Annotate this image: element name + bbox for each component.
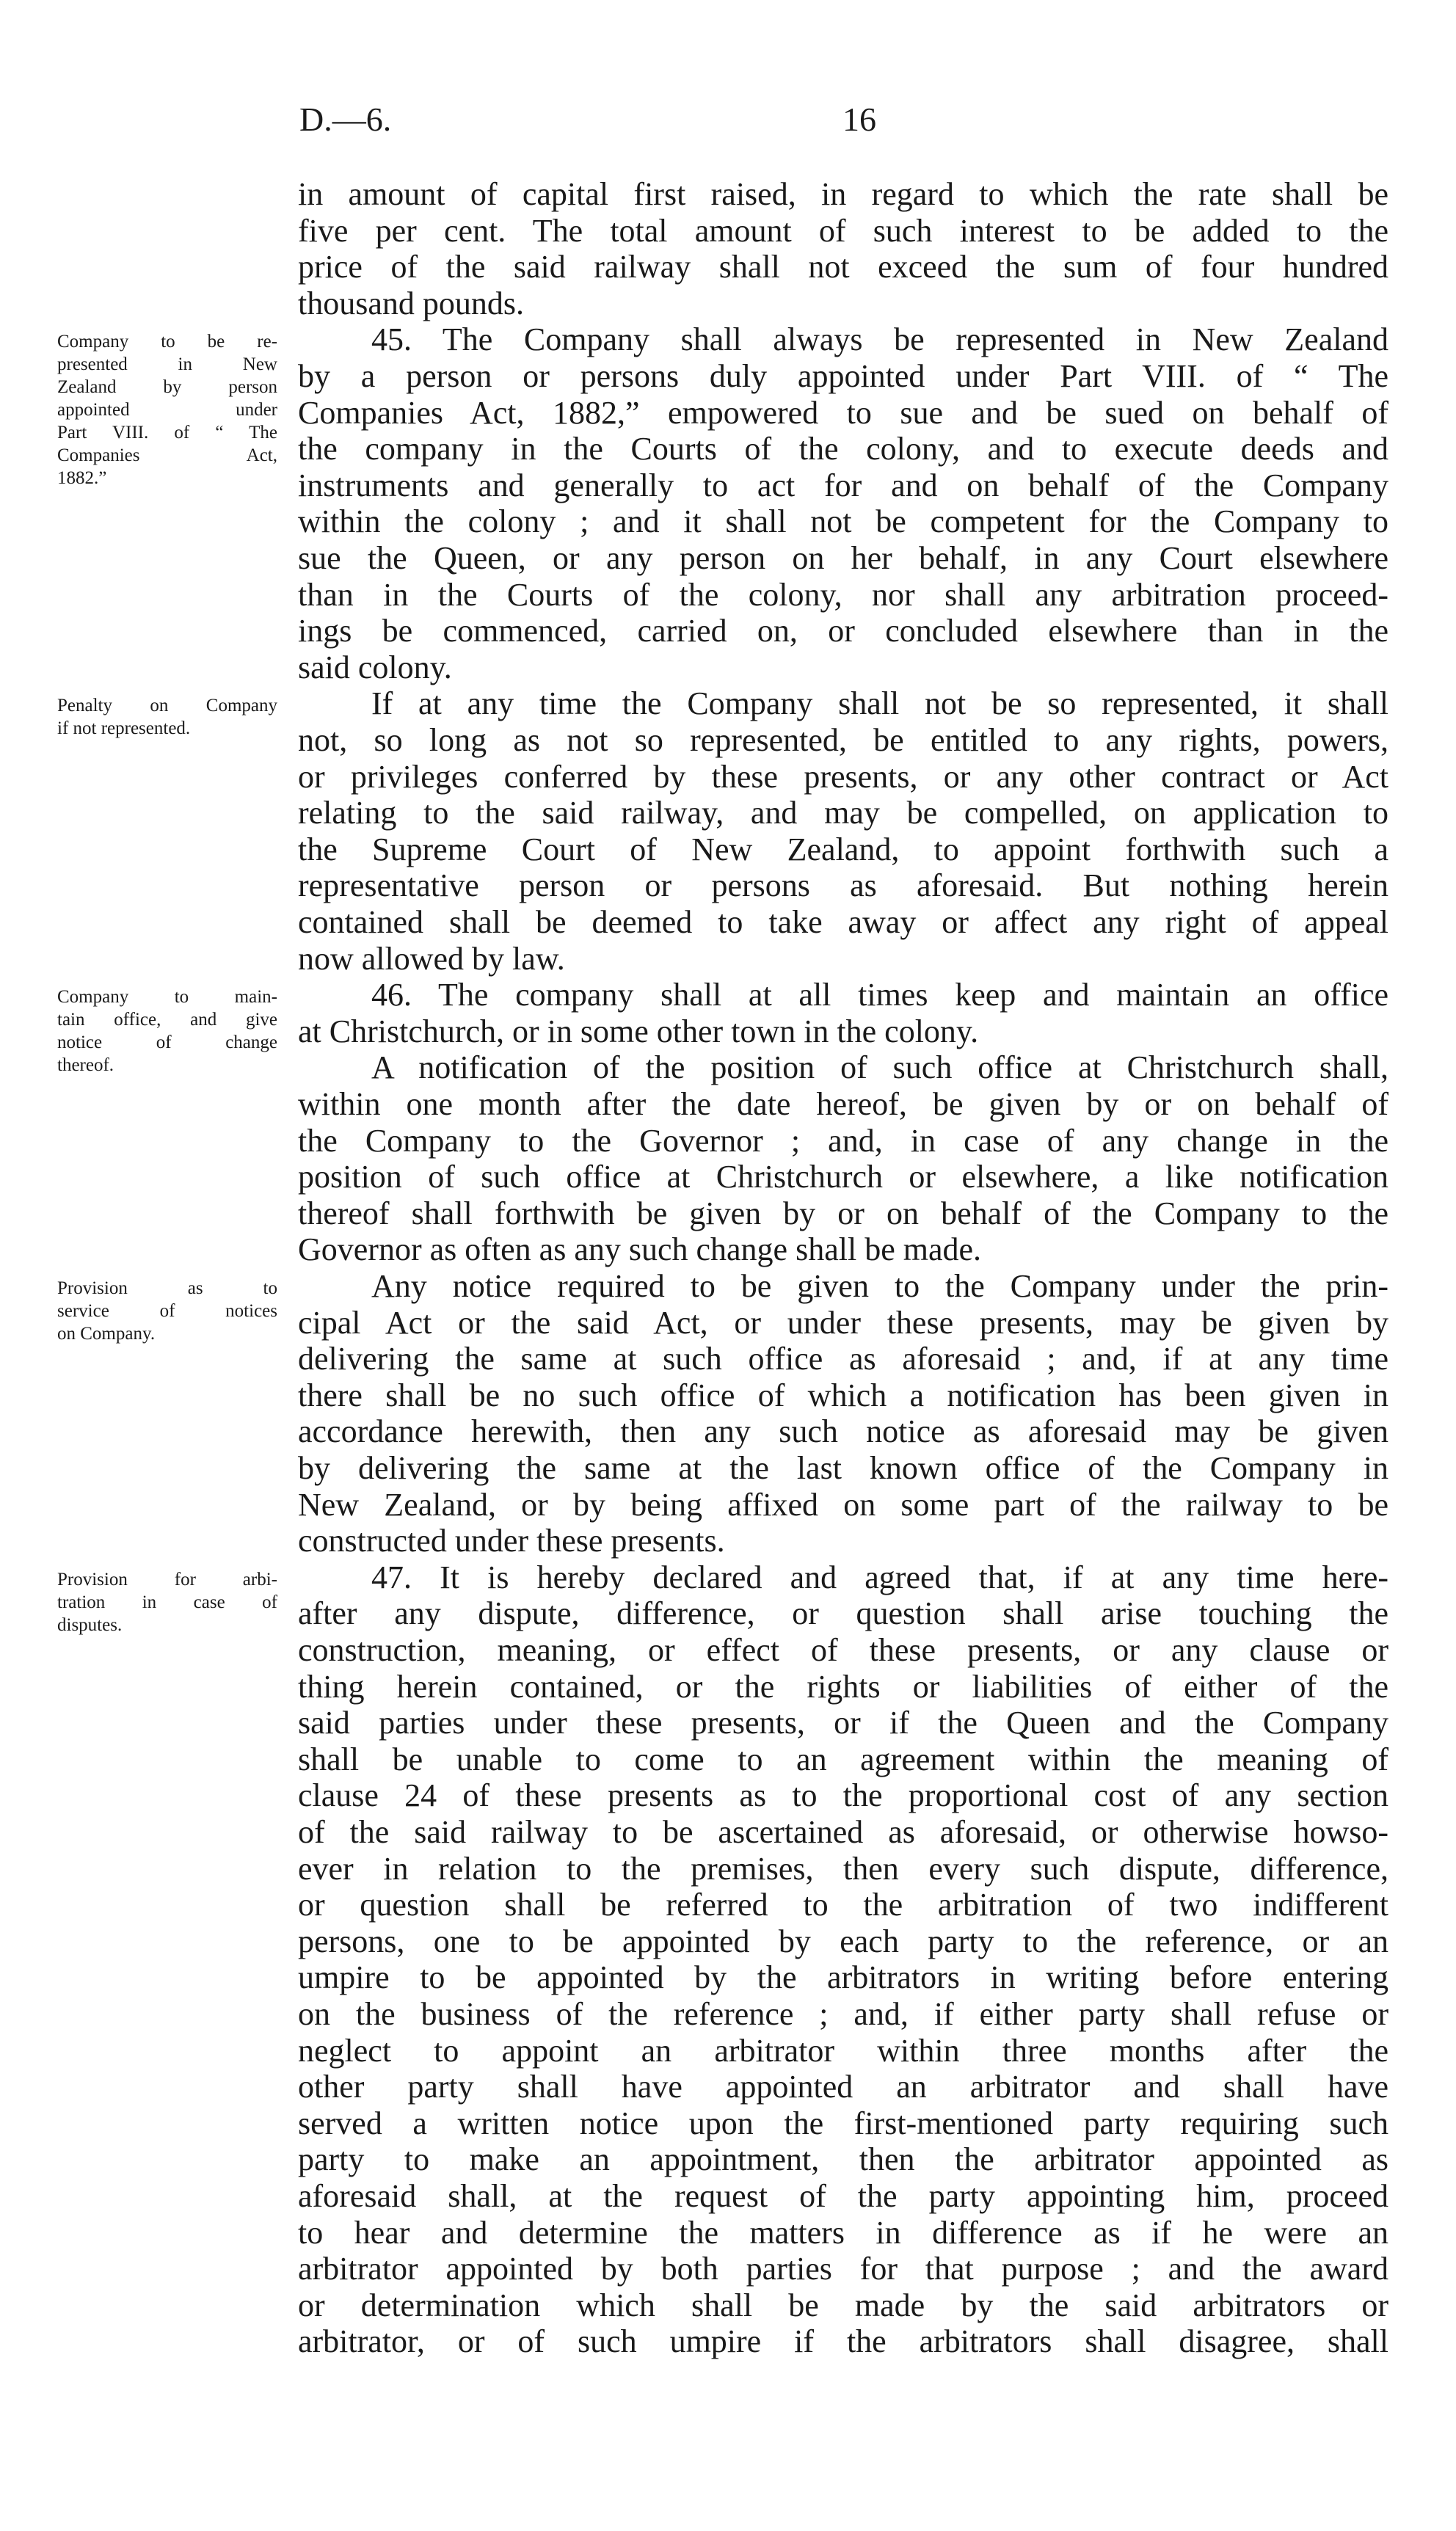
margin-note-line: notice of change bbox=[57, 1033, 277, 1053]
text-line: A notification of the position of such office at Christchurch shall, bbox=[371, 1049, 1388, 1086]
margin-note-line: on Company. bbox=[57, 1324, 156, 1344]
margin-note-line: Part VIII. of “ The bbox=[57, 423, 277, 443]
text-line: cipal Act or the said Act, or under these presents, may be given by bbox=[298, 1304, 1388, 1341]
text-line: other party shall have appointed an arbitrator and shall have bbox=[298, 2069, 1388, 2105]
text-line: delivering the same at such office as aforesaid ; and, if at any time bbox=[298, 1341, 1388, 1377]
text-line: served a written notice upon the first-mentioned party requiring such bbox=[298, 2105, 1388, 2141]
text-line: aforesaid shall, at the request of the party appointing him, proceed bbox=[298, 2178, 1388, 2214]
text-line: arbitrator, or of such umpire if the arbitrators shall disagree, shall bbox=[298, 2323, 1388, 2360]
margin-note bbox=[57, 1568, 277, 1636]
text-line: thousand pounds. bbox=[298, 285, 524, 321]
text-line: neglect to appoint an arbitrator within three months after the bbox=[298, 2032, 1388, 2069]
margin-note-line: appointed under bbox=[57, 400, 277, 420]
text-line: said parties under these presents, or if the Queen and the Company bbox=[298, 1705, 1388, 1741]
margin-note-line: Provision as to bbox=[57, 1278, 277, 1298]
text-line: clause 24 of these presents as to the proportional cost of any section bbox=[298, 1777, 1388, 1814]
text-line: thereof shall forthwith be given by or on behalf of the Company to the bbox=[298, 1195, 1388, 1231]
text-line: price of the said railway shall not exceed the sum of four hundred bbox=[298, 249, 1388, 285]
text-line: New Zealand, or by being affixed on some part of the railway to be bbox=[298, 1486, 1388, 1523]
text-line: now allowed by law. bbox=[298, 940, 565, 977]
margin-note-line: Companies Act, bbox=[57, 445, 277, 466]
text-line: or determination which shall be made by the said arbitrators or bbox=[298, 2287, 1388, 2323]
margin-note bbox=[57, 986, 277, 1077]
text-line: ever in relation to the premises, then every such dispute, difference, bbox=[298, 1850, 1388, 1887]
text-line: 47. It is hereby declared and agreed that, if at any time here- bbox=[371, 1559, 1388, 1595]
text-line: Companies Act, 1882,” empowered to sue and be sued on behalf of bbox=[298, 394, 1388, 431]
text-line: If at any time the Company shall not be so represented, it shall bbox=[371, 685, 1388, 722]
text-line: shall be unable to come to an agreement within the meaning of bbox=[298, 1741, 1388, 1777]
text-line: at Christchurch, or in some other town in the colony. bbox=[298, 1013, 979, 1049]
text-line: representative person or persons as aforesaid. But nothing herein bbox=[298, 867, 1388, 904]
text-line: on the business of the reference ; and, if either party shall refuse or bbox=[298, 1996, 1388, 2032]
text-line: persons, one to be appointed by each party to the reference, or an bbox=[298, 1923, 1388, 1959]
text-line: the company in the Courts of the colony, and to execute deeds and bbox=[298, 431, 1388, 467]
margin-note-line: Zealand by person bbox=[57, 377, 277, 398]
text-line: the Supreme Court of New Zealand, to appoint forthwith such a bbox=[298, 831, 1388, 867]
margin-note-line: Provision for arbi- bbox=[57, 1569, 277, 1589]
text-line: construction, meaning, or effect of these presents, or any clause or bbox=[298, 1632, 1388, 1668]
margin-note-line: disputes. bbox=[57, 1614, 123, 1635]
text-line: after any dispute, difference, or question shall arise touching the bbox=[298, 1595, 1388, 1632]
margin-note bbox=[57, 330, 277, 489]
text-line: 45. The Company shall always be represented in New Zealand bbox=[371, 321, 1388, 358]
text-line: accordance herewith, then any such notice as aforesaid may be given bbox=[298, 1413, 1388, 1450]
text-line: instruments and generally to act for and on behalf of the Company bbox=[298, 467, 1388, 503]
text-line: party to make an appointment, then the arbitrator appointed as bbox=[298, 2141, 1388, 2178]
text-line: five per cent. The total amount of such interest to be added to the bbox=[298, 212, 1388, 249]
text-line: ings be commenced, carried on, or concluded elsewhere than in the bbox=[298, 613, 1388, 649]
text-line: by delivering the same at the last known office of the Company in bbox=[298, 1450, 1388, 1486]
text-line: within one month after the date hereof, be given by or on behalf of bbox=[298, 1086, 1388, 1122]
text-line: of the said railway to be ascertained as aforesaid, or otherwise howso- bbox=[298, 1814, 1388, 1850]
text-line: thing herein contained, or the rights or liabilities of either of the bbox=[298, 1668, 1388, 1705]
margin-note-line: presented in New bbox=[57, 354, 277, 375]
text-line: than in the Courts of the colony, nor shall any arbitration proceed- bbox=[298, 576, 1388, 613]
text-line: by a person or persons duly appointed under Part VIII. of “ The bbox=[298, 358, 1388, 394]
text-line: within the colony ; and it shall not be competent for the Company to bbox=[298, 503, 1388, 540]
margin-note-line: tain office, and give bbox=[57, 1010, 277, 1030]
text-line: in amount of capital first raised, in regard to which the rate shall be bbox=[298, 176, 1388, 212]
text-line: not, so long as not so represented, be entitled to any rights, powers, bbox=[298, 722, 1388, 758]
text-line: relating to the said railway, and may be compelled, on application to bbox=[298, 795, 1388, 831]
text-line: Governor as often as any such change shall be made. bbox=[298, 1231, 982, 1268]
margin-note-line: Company to be re- bbox=[57, 332, 277, 352]
text-line: or privileges conferred by these presents, or any other contract or Act bbox=[298, 758, 1388, 795]
text-line: Any notice required to be given to the Company under the prin- bbox=[371, 1268, 1388, 1304]
margin-note-line: Penalty on Company bbox=[57, 696, 277, 716]
text-line: there shall be no such office of which a notification has been given in bbox=[298, 1377, 1388, 1413]
margin-note bbox=[57, 694, 277, 740]
text-line: umpire to be appointed by the arbitrators in writing before entering bbox=[298, 1959, 1388, 1996]
text-line: the Company to the Governor ; and, in case of any change in the bbox=[298, 1122, 1388, 1159]
text-line: sue the Queen, or any person on her behalf, in any Court elsewhere bbox=[298, 540, 1388, 576]
margin-note-line: service of notices bbox=[57, 1301, 277, 1321]
margin-note-line: 1882.” bbox=[57, 468, 107, 489]
text-line: 46. The company shall at all times keep and maintain an office bbox=[371, 977, 1388, 1013]
margin-note-line: Company to main- bbox=[57, 987, 277, 1008]
text-line: position of such office at Christchurch or elsewhere, a like notification bbox=[298, 1159, 1388, 1195]
text-line: or question shall be referred to the arbitration of two indifferent bbox=[298, 1887, 1388, 1923]
document-reference: D.—6. bbox=[299, 101, 392, 138]
margin-note-line: tration in case of bbox=[57, 1592, 277, 1612]
margin-note-line: thereof. bbox=[57, 1055, 114, 1076]
text-line: contained shall be deemed to take away or affect any right of appeal bbox=[298, 904, 1388, 940]
text-line: to hear and determine the matters in difference as if he were an bbox=[298, 2214, 1388, 2251]
text-line: constructed under these presents. bbox=[298, 1523, 725, 1559]
margin-note bbox=[57, 1277, 277, 1345]
text-line: said colony. bbox=[298, 649, 452, 685]
page-number: 16 bbox=[842, 101, 876, 138]
margin-note-line: if not represented. bbox=[57, 718, 191, 739]
text-line: arbitrator appointed by both parties for that purpose ; and the award bbox=[298, 2251, 1388, 2287]
